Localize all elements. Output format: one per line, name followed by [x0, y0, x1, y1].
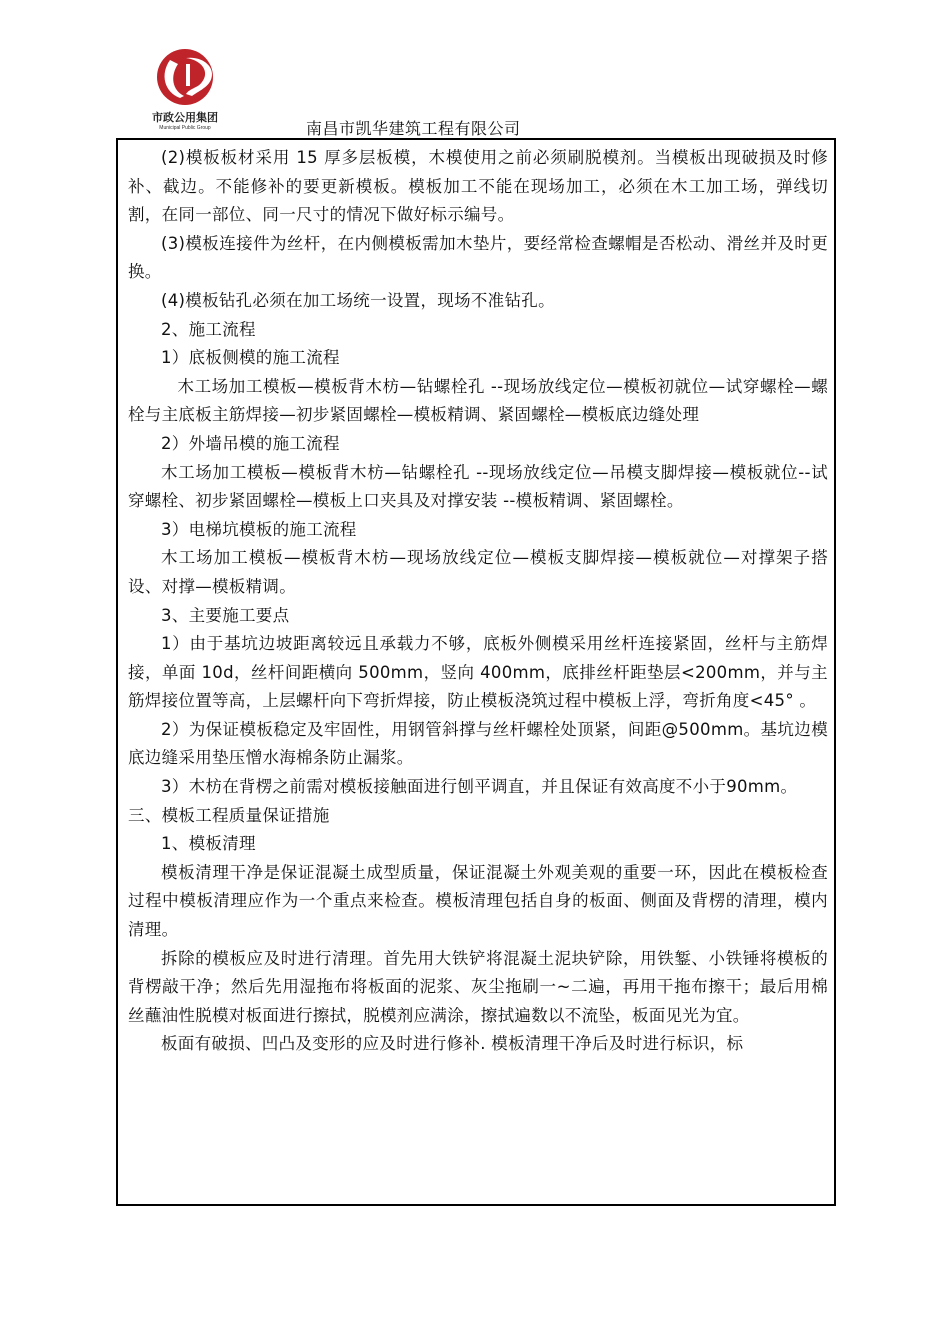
paragraph: 3）电梯坑模板的施工流程: [161, 519, 357, 539]
paragraph: 板面有破损、凹凸及变形的应及时进行修补. 模板清理干净后及时进行标识，标: [161, 1034, 744, 1054]
logo-emblem-icon: [140, 46, 230, 108]
paragraph: 2、施工流程: [161, 319, 256, 339]
company-name: 南昌市凯华建筑工程有限公司: [306, 119, 521, 138]
paragraph: 3、主要施工要点: [161, 605, 290, 625]
paragraph: 拆除的模板应及时进行清理。首先用大铁铲将混凝土泥块铲除，用铁錾、小铁锤将模板的背楞敲干净；然后先用湿拖布将板面的泥浆、灰尘拖刷一~二遍，再用干拖布擦干；最后用棉丝蘸油性脱模对板面进行擦拭，脱模剂应满涂，擦拭遍数以不流坠，板面见光为宜。: [128, 948, 828, 1025]
content-frame: [116, 138, 836, 1206]
paragraph: 2）外墙吊模的施工流程: [161, 433, 340, 453]
paragraph: 模板清理干净是保证混凝土成型质量，保证混凝土外观美观的重要一环，因此在模板检查过程中模板清理应作为一个重点来检查。模板清理包括自身的板面、侧面及背楞的清理，模内清理。: [128, 862, 828, 940]
paragraph: 木工场加工模板—模板背木枋—现场放线定位—模板支脚焊接—模板就位—对撑架子搭设、对撑—模板精调。: [128, 548, 828, 596]
paragraph: (2)模板板材采用 15 厚多层板模，木模使用之前必须刷脱模剂。当模板出现破损及时修补、截边。不能修补的要更新模板。模板加工不能在现场加工，必须在木工加工场，弹线切割，在同一部位、同一尺寸的情况下做好标示编号。: [128, 148, 828, 225]
paragraph: 1、模板清理: [161, 834, 256, 854]
paragraph: 3）木枋在背楞之前需对模板接触面进行刨平调直，并且保证有效高度不小于90mm。: [161, 777, 798, 797]
paragraph: 2）为保证模板稳定及牢固性，用钢管斜撑与丝杆螺栓处顶紧，间距@500mm。基坑边模底边缝采用垫压憎水海棉条防止漏浆。: [128, 719, 828, 768]
paragraph: 木工场加工模板—模板背木枋—钻螺栓孔 --现场放线定位—吊模支脚焊接—模板就位--试穿螺栓、初步紧固螺栓—模板上口夹具及对撑安装 --模板精调、紧固螺栓。: [128, 462, 828, 511]
paragraph: 三、模板工程质量保证措施: [128, 805, 330, 825]
logo-chinese-text: 市政公用集团: [152, 111, 218, 124]
company-logo: [140, 46, 230, 136]
paragraph: (4)模板钻孔必须在加工场统一设置，现场不准钻孔。: [161, 290, 555, 310]
paragraph: 1）底板侧模的施工流程: [161, 348, 340, 368]
document-body: [128, 144, 828, 1059]
paragraph: (3)模板连接件为丝杆，在内侧模板需加木垫片，要经常检查螺帽是否松动、滑丝并及时更换。: [128, 233, 828, 282]
logo-english-text: Municipal Public Group: [159, 125, 211, 131]
paragraph: 1）由于基坑边坡距离较远且承载力不够，底板外侧模采用丝杆连接紧固，丝杆与主筋焊接，单面 10d，丝杆间距横向 500mm，竖向 400mm，底排丝杆距垫层<200mm，并与主筋焊接位置等高，上层螺杆向下弯折焊接，防止模板浇筑过程中模板上浮，弯折角度<45° 。: [128, 634, 828, 711]
paragraph: 木工场加工模板—模板背木枋—钻螺栓孔 --现场放线定位—模板初就位—试穿螺栓—螺栓与主底板主筋焊接—初步紧固螺栓—模板精调、紧固螺栓—模板底边缝处理: [128, 376, 828, 425]
